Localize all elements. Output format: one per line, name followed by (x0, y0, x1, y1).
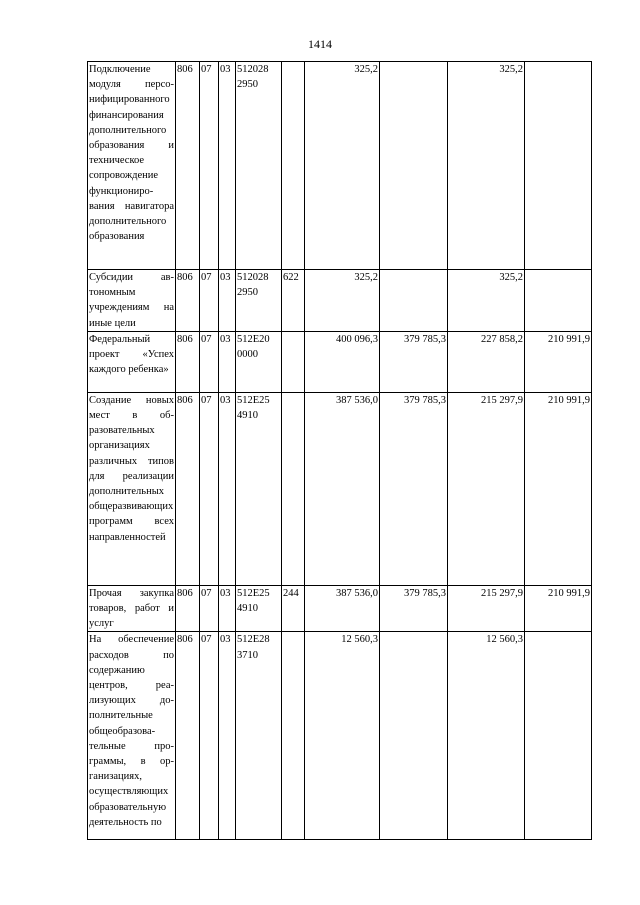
amount-2: 379 785,3 (380, 392, 448, 585)
expense-type-code (282, 62, 305, 270)
table-row (88, 62, 592, 270)
amount-1: 387 536,0 (305, 392, 380, 585)
table-row (88, 331, 592, 392)
expense-type-code: 244 (282, 585, 305, 632)
amount-2 (380, 632, 448, 840)
expense-type-code (282, 392, 305, 585)
subsection-code: 03 (219, 62, 236, 270)
amount-4 (525, 632, 592, 840)
amount-3: 325,2 (448, 270, 525, 332)
amount-3: 12 560,3 (448, 632, 525, 840)
row-name: Прочая закупка товаров, работ и услуг (88, 585, 176, 632)
target-article-code: 512E25 4910 (236, 392, 282, 585)
ministry-code: 806 (176, 632, 200, 840)
page-number: 1414 (308, 37, 332, 51)
subsection-code: 03 (219, 392, 236, 585)
ministry-code: 806 (176, 392, 200, 585)
amount-4: 210 991,9 (525, 331, 592, 392)
ministry-code: 806 (176, 331, 200, 392)
subsection-code: 03 (219, 331, 236, 392)
amount-1: 387 536,0 (305, 585, 380, 632)
amount-1: 325,2 (305, 62, 380, 270)
table-row (88, 585, 592, 632)
amount-2 (380, 270, 448, 332)
target-article-code: 512E25 4910 (236, 585, 282, 632)
row-name: Создание новых мест в образовательных организациях различных типов для реализации дополнительных общеразвивающих программ всех направленностей (88, 392, 176, 585)
table-row (88, 270, 592, 332)
section-code: 07 (200, 392, 219, 585)
subsection-code: 03 (219, 632, 236, 840)
amount-4 (525, 270, 592, 332)
amount-4: 210 991,9 (525, 392, 592, 585)
target-article-code: 512028 2950 (236, 270, 282, 332)
section-code: 07 (200, 270, 219, 332)
ministry-code: 806 (176, 585, 200, 632)
section-code: 07 (200, 632, 219, 840)
row-name: Федеральный проект «Успех каждого ребенка» (88, 331, 176, 392)
amount-1: 400 096,3 (305, 331, 380, 392)
expense-type-code (282, 632, 305, 840)
expense-type-code: 622 (282, 270, 305, 332)
amount-2 (380, 62, 448, 270)
target-article-code: 512E28 3710 (236, 632, 282, 840)
section-code: 07 (200, 585, 219, 632)
amount-3: 325,2 (448, 62, 525, 270)
amount-4: 210 991,9 (525, 585, 592, 632)
amount-3: 215 297,9 (448, 585, 525, 632)
section-code: 07 (200, 62, 219, 270)
row-name: На обеспечение расходов по содержанию центров, реализующих дополнительные общеобразовательные программы, в организациях, осуществляющих образовательную деятельность по (88, 632, 176, 840)
budget-table (87, 61, 592, 840)
subsection-code: 03 (219, 585, 236, 632)
row-name: Подключение модуля персонифицированного финансирования дополнительного образования и техническое сопровождение функционирования навигатора дополнительного образования (88, 62, 176, 270)
section-code: 07 (200, 331, 219, 392)
expense-type-code (282, 331, 305, 392)
amount-1: 325,2 (305, 270, 380, 332)
table-row (88, 632, 592, 840)
ministry-code: 806 (176, 62, 200, 270)
ministry-code: 806 (176, 270, 200, 332)
amount-1: 12 560,3 (305, 632, 380, 840)
row-name: Субсидии автономным учреждениям на иные цели (88, 270, 176, 332)
table-row (88, 392, 592, 585)
target-article-code: 512028 2950 (236, 62, 282, 270)
amount-4 (525, 62, 592, 270)
amount-2: 379 785,3 (380, 331, 448, 392)
amount-3: 215 297,9 (448, 392, 525, 585)
target-article-code: 512E20 0000 (236, 331, 282, 392)
amount-2: 379 785,3 (380, 585, 448, 632)
amount-3: 227 858,2 (448, 331, 525, 392)
subsection-code: 03 (219, 270, 236, 332)
